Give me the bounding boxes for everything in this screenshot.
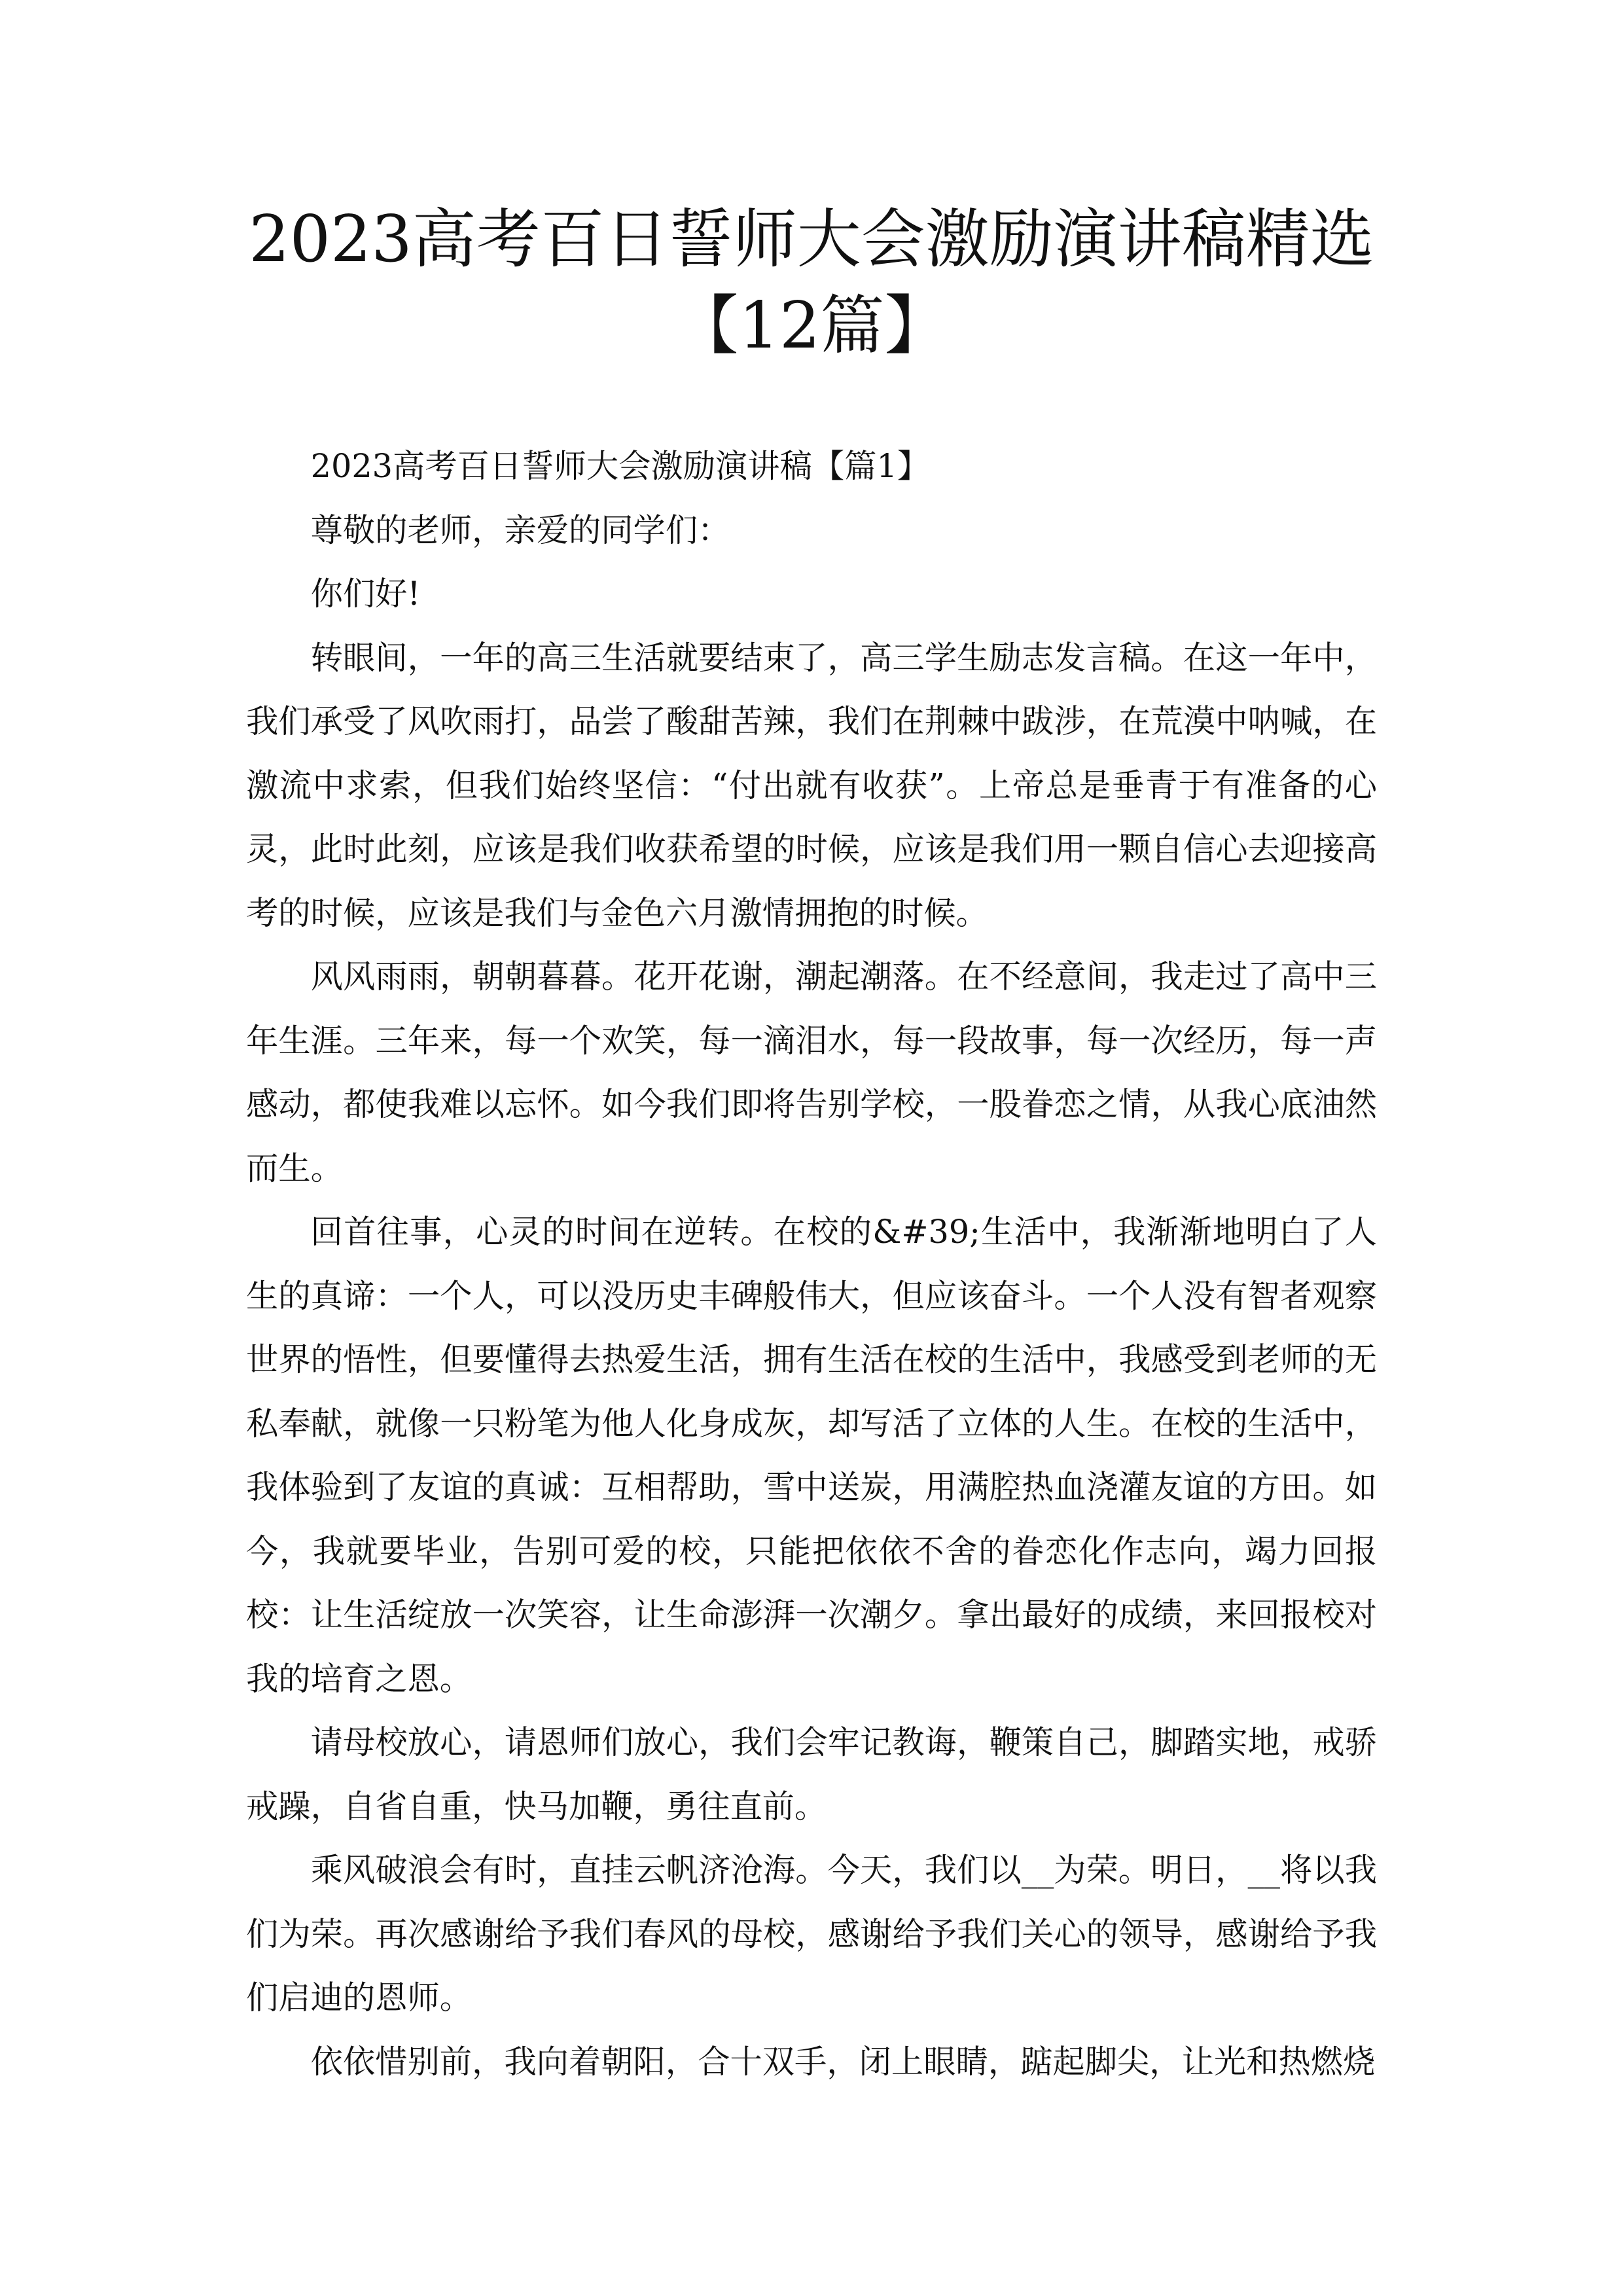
paragraph: 风风雨雨，朝朝暮暮。花开花谢，潮起潮落。在不经意间，我走过了高中三年生涯。三年来，每一个欢笑，每一滴泪水，每一段故事，每一次经历，每一声感动，都使我难以忘怀。如今我们即将告别学校，一股眷恋之情，从我心底油然而生。 — [246, 958, 1377, 1187]
paragraph: 请母校放心，请恩师们放心，我们会牢记教诲，鞭策自己，脚踏实地，戒骄戒躁，自省自重，快马加鞭，勇往直前。 — [246, 1723, 1377, 1825]
section-heading: 2023高考百日誓师大会激励演讲稿【篇1】 — [310, 447, 930, 485]
paragraph: 依依惜别前，我向着朝阳，合十双手，闭上眼睛，踮起脚尖，让光和热燃烧 — [310, 2042, 1376, 2081]
paragraph: 乘风破浪会有时，直挂云帆济沧海。今天，我们以__为荣。明日，__将以我们为荣。再次感谢给予我们春风的母校，感谢给予我们关心的领导，感谢给予我们启迪的恩师。 — [246, 1851, 1377, 2017]
greeting: 你们好! — [310, 575, 421, 613]
salutation: 尊敬的老师，亲爱的同学们： — [310, 511, 730, 549]
document-body — [246, 435, 1377, 2094]
paragraph: 回首往事，心灵的时间在逆转。在校的&#39;生活中，我渐渐地明白了人生的真谛：一个人，可以没历史丰碑般伟大，但应该奋斗。一个人没有智者观察世界的悟性，但要懂得去热爱生活，拥有生活在校的生活中，我感受到老师的无私奉献，就像一只粉笔为他人化身成灰，却写活了立体的人生。在校的生活中，我体验到了友谊的真诚：互相帮助，雪中送炭，用满腔热血浇灌友谊的方田。如今，我就要毕业，告别可爱的校，只能把依依不舍的眷恋化作志向，竭力回报校：让生活绽放一次笑容，让生命澎湃一次潮夕。拿出最好的成绩，来回报校对我的培育之恩。 — [246, 1213, 1377, 1698]
document-title: 2023高考百日誓师大会激励演讲稿精选【12篇】 — [249, 202, 1374, 363]
paragraph: 转眼间，一年的高三生活就要结束了，高三学生励志发言稿。在这一年中，我们承受了风吹雨打，品尝了酸甜苦辣，我们在荆棘中跋涉，在荒漠中呐喊，在激流中求索，但我们始终坚信：“付出就有收获”。上帝总是垂青于有准备的心灵，此时此刻，应该是我们收获希望的时候，应该是我们用一颗自信心去迎接高考的时候，应该是我们与金色六月激情拥抱的时候。 — [246, 638, 1377, 932]
